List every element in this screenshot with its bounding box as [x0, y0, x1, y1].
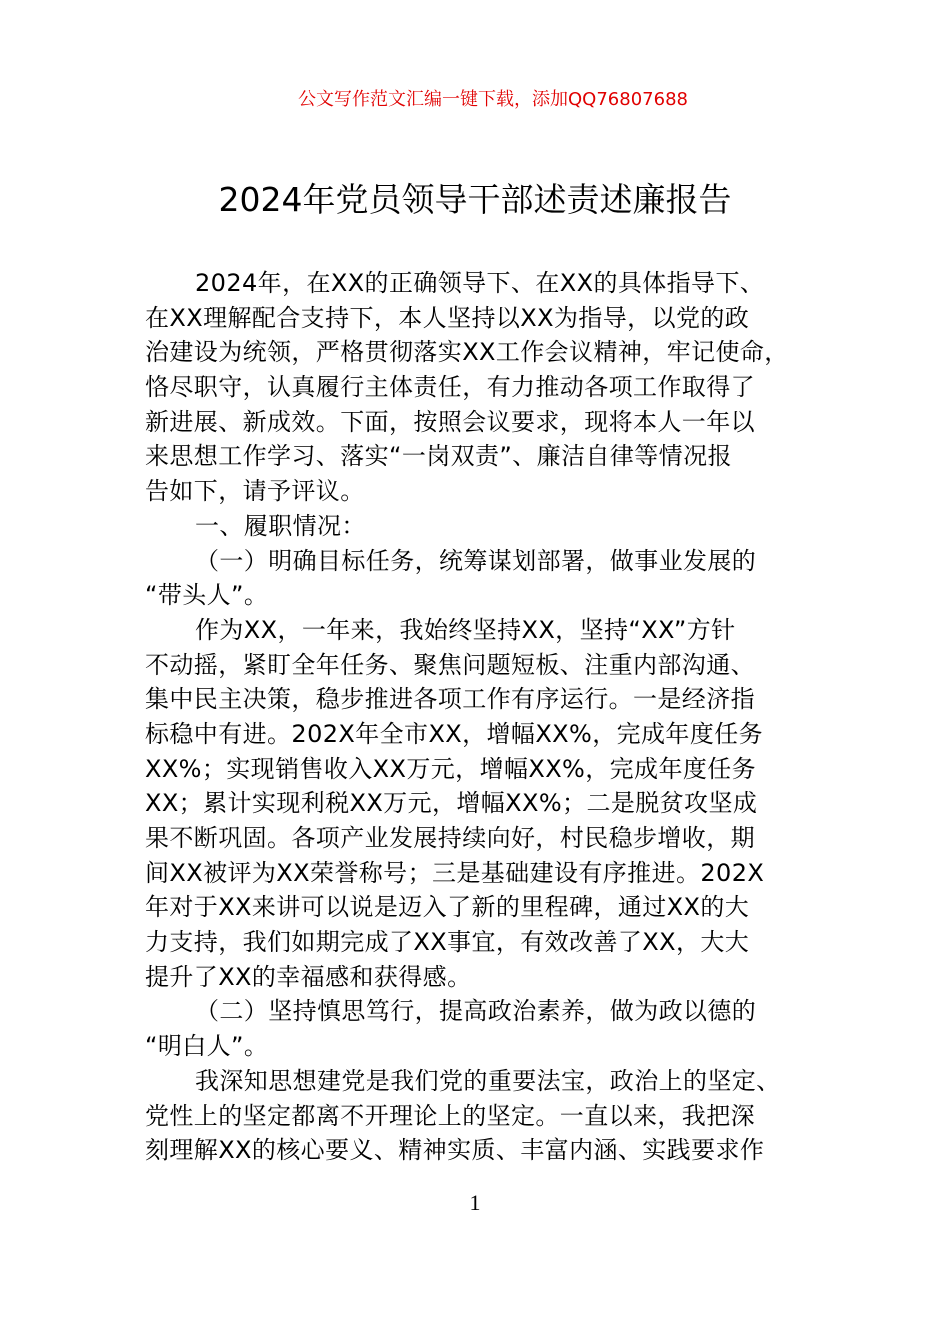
text-line: 年对于XX来讲可以说是迈入了新的里程碑，通过XX的大 — [145, 893, 750, 922]
text-line: （一）明确目标任务，统筹谋划部署，做事业发展的 — [195, 546, 757, 575]
text-line: 恪尽职守，认真履行主体责任，有力推动各项工作取得了 — [145, 373, 755, 402]
text-line: 力支持，我们如期完成了XX事宜，有效改善了XX，大大 — [145, 928, 750, 957]
text-line: “带头人”。 — [145, 581, 269, 610]
text-line: 间XX被评为XX荣誉称号；三是基础建设有序推进。202X — [145, 858, 765, 887]
text-line: （二）坚持慎思笃行，提高政治素养，做为政以德的 — [195, 997, 757, 1026]
text-line: 党性上的坚定都离不开理论上的坚定。一直以来，我把深 — [145, 1101, 755, 1130]
text-line: 2024年，在XX的正确领导下、在XX的具体指导下、 — [195, 269, 765, 297]
text-line: XX%；实现销售收入XX万元，增幅XX%，完成年度任务 — [145, 754, 757, 783]
text-line: 告如下，请予评议。 — [145, 477, 365, 506]
text-line: 标稳中有进。202X年全市XX，增幅XX%，完成年度任务 — [145, 719, 764, 748]
text-line: 一、履职情况： — [195, 511, 366, 540]
text-line: 新进展、新成效。下面，按照会议要求，现将本人一年以 — [145, 407, 755, 436]
text-line: 我深知思想建党是我们党的重要法宝，政治上的坚定、 — [195, 1066, 781, 1095]
download-notice: 公文写作范文汇编一键下载，添加QQ76807688 — [298, 89, 688, 110]
document-body — [145, 266, 845, 1168]
page-number: 1 — [469, 1190, 481, 1215]
text-line: “明白人”。 — [145, 1032, 269, 1061]
text-line: 果不断巩固。各项产业发展持续向好，村民稳步增收，期 — [145, 824, 755, 852]
text-line: 作为XX，一年来，我始终坚持XX，坚持“XX”方针 — [195, 615, 736, 644]
text-line: 提升了XX的幸福感和获得感。 — [145, 962, 472, 991]
text-line: 治建设为统领，严格贯彻落实XX工作会议精神，牢记使命， — [145, 338, 789, 367]
text-line: XX；累计实现利税XX万元，增幅XX%；二是脱贫攻坚成 — [145, 789, 758, 818]
document-title: 2024年党员领导干部述责述廉报告 — [218, 180, 732, 219]
text-line: 刻理解XX的核心要义、精神实质、丰富内涵、实践要求作 — [145, 1136, 765, 1165]
text-line: 不动摇，紧盯全年任务、聚焦问题短板、注重内部沟通、 — [145, 650, 755, 679]
text-line: 在XX理解配合支持下，本人坚持以XX为指导，以党的政 — [145, 303, 750, 332]
text-line: 来思想工作学习、落实“一岗双责”、廉洁自律等情况报 — [145, 442, 732, 471]
text-line: 集中民主决策，稳步推进各项工作有序运行。一是经济指 — [145, 685, 755, 714]
